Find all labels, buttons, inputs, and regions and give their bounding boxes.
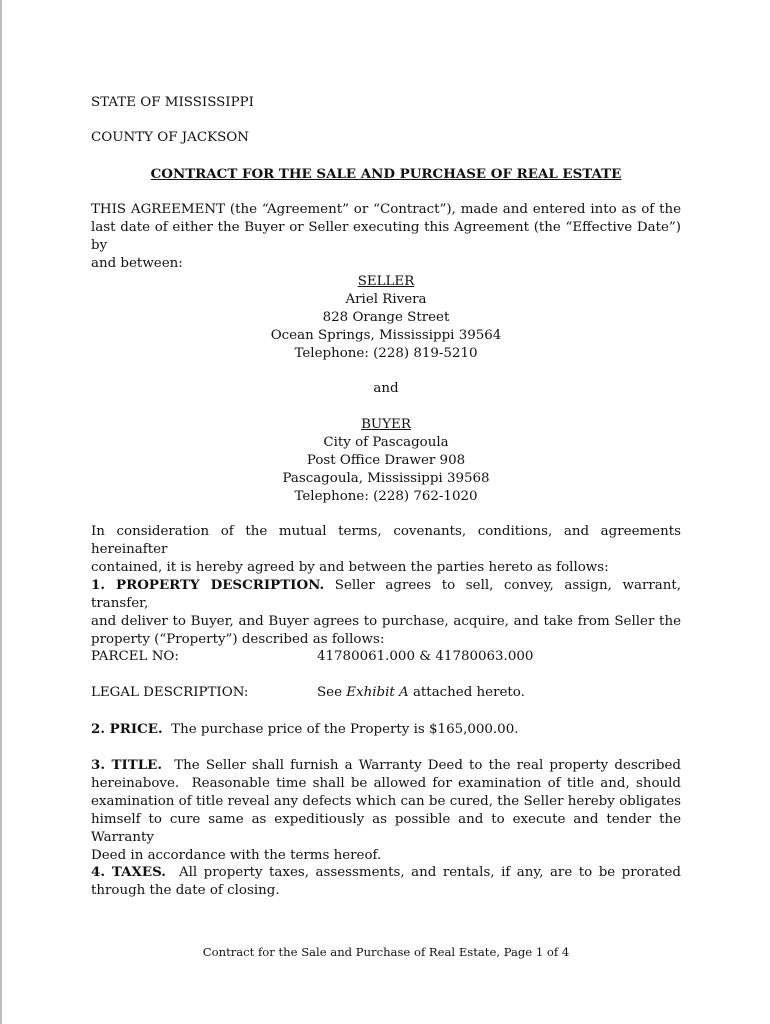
title-heading: 3. TITLE. xyxy=(91,757,162,773)
legal-label: LEGAL DESCRIPTION: xyxy=(91,685,249,700)
seller-heading: SELLER xyxy=(357,274,415,289)
taxes-line-1 xyxy=(91,863,681,882)
price-section xyxy=(91,720,518,739)
buyer-block xyxy=(91,416,681,506)
intro-line-3: and between: xyxy=(91,256,183,271)
taxes-section xyxy=(91,863,681,900)
intro-line-1: THIS AGREEMENT (the “Agreement” or “Contract”), made and entered into as of the xyxy=(91,202,681,217)
buyer-address-1: Post Office Drawer 908 xyxy=(306,453,466,468)
title-section xyxy=(91,756,681,865)
title-line-1 xyxy=(91,756,681,775)
price-heading: 2. PRICE. xyxy=(91,721,163,737)
buyer-name: City of Pascagoula xyxy=(323,435,449,450)
exhibit-a-reference: Exhibit A xyxy=(346,685,409,700)
title-line-4: himself to cure same as expeditiously as possible and to execute and tender the Warranty xyxy=(91,812,681,845)
seller-phone: Telephone: (228) 819-5210 xyxy=(294,346,478,361)
taxes-text-1: All property taxes, assessments, and rentals, if any, are to be prorated xyxy=(165,865,681,880)
seller-block xyxy=(91,273,681,363)
legal-value xyxy=(317,684,525,702)
page-footer: Contract for the Sale and Purchase of Real Estate, Page 1 of 4 xyxy=(202,945,570,959)
price-text: The purchase price of the Property is $165,000.00. xyxy=(162,722,519,737)
seller-address-2: Ocean Springs, Mississippi 39564 xyxy=(270,328,502,343)
intro-paragraph xyxy=(91,201,681,273)
title-line-3: examination of title reveal any defects which can be cured, the Seller hereby obligates xyxy=(91,794,681,809)
property-line-1 xyxy=(91,576,681,613)
parcel-label: PARCEL NO: xyxy=(91,649,179,664)
title-line-5: Deed in accordance with the terms hereof. xyxy=(91,848,382,863)
property-section xyxy=(91,576,681,649)
contract-title-wrap xyxy=(91,165,681,184)
legal-description-row xyxy=(91,684,681,702)
legal-value-prefix: See xyxy=(317,685,347,700)
county-heading: COUNTY OF JACKSON xyxy=(91,130,249,145)
consideration-line-2: contained, it is hereby agreed by and between the parties hereto as follows: xyxy=(91,560,609,575)
title-text-1: The Seller shall furnish a Warranty Deed to the real property described xyxy=(161,758,681,773)
consideration-line-1: In consideration of the mutual terms, covenants, conditions, and agreements hereinafter xyxy=(91,524,681,557)
property-heading: 1. PROPERTY DESCRIPTION. xyxy=(91,577,325,593)
property-text-1: Seller agrees to sell, convey, assign, warrant, transfer, xyxy=(91,578,681,611)
and-separator: and xyxy=(373,381,399,396)
seller-name: Ariel Rivera xyxy=(345,292,427,307)
document-page xyxy=(91,0,681,1024)
property-line-3: property (“Property”) described as follows: xyxy=(91,632,385,647)
parcel-row xyxy=(91,648,681,666)
buyer-heading: BUYER xyxy=(361,417,411,432)
title-line-2: hereinabove. Reasonable time shall be allowed for examination of title and, should xyxy=(91,776,681,791)
contract-title: CONTRACT FOR THE SALE AND PURCHASE OF REAL ESTATE xyxy=(150,166,622,182)
state-heading: STATE OF MISSISSIPPI xyxy=(91,95,254,110)
buyer-phone: Telephone: (228) 762-1020 xyxy=(294,489,478,504)
taxes-heading: 4. TAXES. xyxy=(91,864,166,880)
buyer-address-2: Pascagoula, Mississippi 39568 xyxy=(282,471,490,486)
parcel-value: 41780061.000 & 41780063.000 xyxy=(317,649,534,664)
legal-value-suffix: attached hereto. xyxy=(408,685,525,700)
page-edge-divider xyxy=(0,0,2,1024)
seller-address-1: 828 Orange Street xyxy=(322,310,450,325)
consideration-paragraph xyxy=(91,523,681,577)
taxes-line-2: through the date of closing. xyxy=(91,883,280,898)
property-line-2: and deliver to Buyer, and Buyer agrees to purchase, acquire, and take from Seller the xyxy=(91,614,681,629)
intro-line-2: last date of either the Buyer or Seller executing this Agreement (the “Effective Date”) by xyxy=(91,220,681,253)
